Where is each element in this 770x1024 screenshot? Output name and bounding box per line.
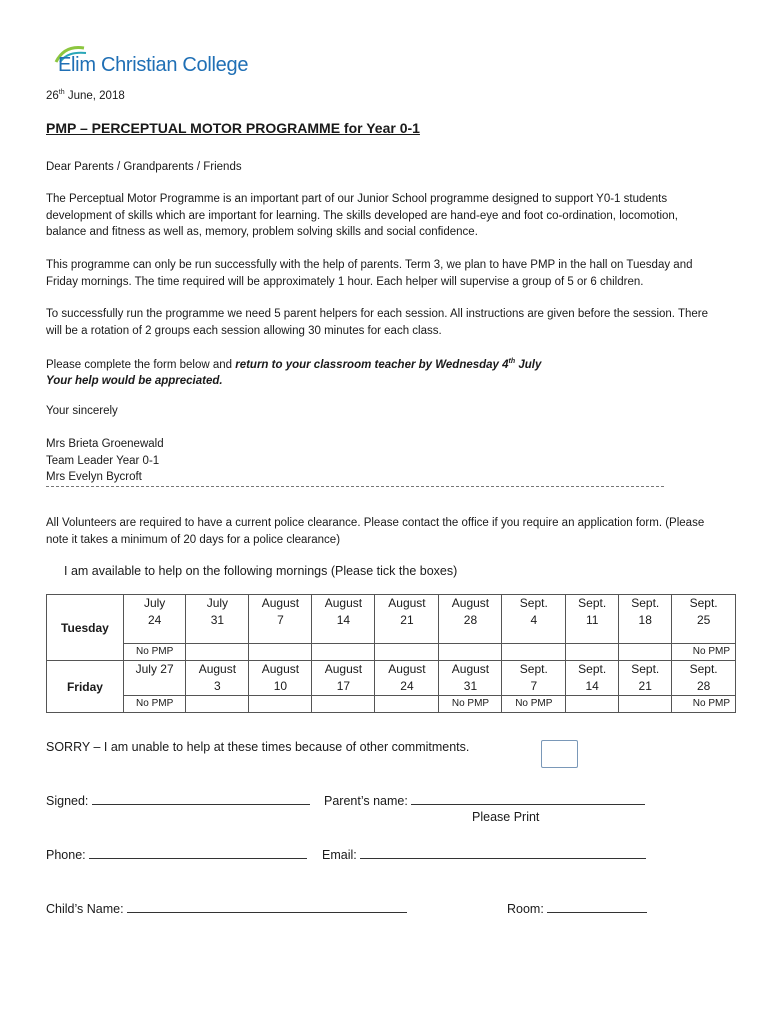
tuesday-dates-row bbox=[47, 595, 736, 644]
date-day: 14 bbox=[336, 613, 351, 627]
date-month: August bbox=[261, 596, 300, 610]
tuesday-note-cell: No PMP bbox=[672, 644, 736, 661]
date-month: July bbox=[143, 596, 166, 610]
friday-note-cell: No PMP bbox=[502, 696, 566, 713]
tuesday-date-cell[interactable] bbox=[619, 595, 672, 644]
friday-date-cell[interactable] bbox=[312, 661, 375, 696]
cut-line-divider bbox=[46, 486, 664, 487]
friday-label: Friday bbox=[47, 661, 124, 713]
friday-date-cell[interactable] bbox=[249, 661, 312, 696]
friday-note-cell: No PMP bbox=[672, 696, 736, 713]
date-month: August bbox=[324, 662, 363, 676]
tuesday-note-cell bbox=[566, 644, 619, 661]
date-month: August bbox=[388, 596, 426, 610]
child-name-label: Child’s Name: bbox=[46, 902, 124, 916]
tuesday-date-cell[interactable] bbox=[439, 595, 502, 644]
letter-date: 26th June, 2018 bbox=[46, 89, 125, 102]
logo-text: Elim Christian College bbox=[58, 54, 249, 76]
intro-paragraph: The Perceptual Motor Programme is an important part of our Junior School programme designed to support Y0-1 students development of skills which are important for learning. The skills developed are hand-eye and foot co-ordination, locomotion, balance and fitness as well as, memory, problem solving skills and social confidence. bbox=[46, 193, 679, 238]
signatory-3: Mrs Evelyn Bycroft bbox=[46, 471, 142, 483]
date-month: Sept. bbox=[519, 662, 548, 676]
signatories bbox=[46, 436, 164, 486]
email-input-line[interactable] bbox=[360, 846, 646, 859]
friday-date-cell[interactable] bbox=[619, 661, 672, 696]
date-month: August bbox=[198, 662, 237, 676]
date-month: Sept. bbox=[519, 596, 548, 610]
signatory-2: Team Leader Year 0-1 bbox=[46, 454, 160, 467]
tuesday-label: Tuesday bbox=[47, 595, 124, 661]
friday-note-cell: No PMP bbox=[439, 696, 502, 713]
date-day: 18 bbox=[638, 613, 652, 627]
date-month: August bbox=[388, 662, 426, 676]
email-field bbox=[322, 846, 646, 862]
phone-label: Phone: bbox=[46, 848, 86, 862]
friday-dates-row bbox=[47, 661, 736, 696]
friday-note-cell: No PMP bbox=[123, 696, 185, 713]
date-day: 7 bbox=[277, 613, 284, 627]
date-day: 17 bbox=[336, 679, 351, 693]
phone-field bbox=[46, 846, 307, 862]
date-day: 28 bbox=[696, 679, 711, 693]
friday-note-cell bbox=[312, 696, 375, 713]
tuesday-date-cell[interactable] bbox=[502, 595, 566, 644]
tuesday-note-cell bbox=[439, 644, 502, 661]
email-label: Email: bbox=[322, 848, 357, 862]
date-day: 7 bbox=[530, 679, 538, 693]
date-month: Sept. bbox=[631, 596, 660, 610]
college-logo bbox=[50, 44, 249, 84]
date-day: 31 bbox=[463, 679, 478, 693]
friday-date-cell[interactable] bbox=[672, 661, 736, 696]
phone-input-line[interactable] bbox=[89, 846, 307, 859]
room-label: Room: bbox=[507, 902, 544, 916]
friday-notes-row bbox=[47, 696, 736, 713]
date-day: 24 bbox=[147, 613, 162, 627]
please-print-note: Please Print bbox=[472, 810, 540, 824]
friday-note-cell bbox=[249, 696, 312, 713]
unavailable-statement: SORRY – I am unable to help at these times because of other commitments. bbox=[46, 740, 470, 754]
parent-name-field bbox=[324, 792, 645, 808]
date-day: 31 bbox=[210, 613, 225, 627]
tuesday-note-cell bbox=[249, 644, 312, 661]
tuesday-date-cell[interactable] bbox=[186, 595, 249, 644]
date-month: July 27 bbox=[135, 662, 174, 676]
date-month: Sept. bbox=[689, 662, 718, 676]
date-day: 28 bbox=[463, 613, 478, 627]
tuesday-note-cell bbox=[502, 644, 566, 661]
availability-table bbox=[46, 594, 736, 713]
child-name-field bbox=[46, 900, 407, 916]
friday-date-cell[interactable] bbox=[439, 661, 502, 696]
friday-note-cell bbox=[186, 696, 249, 713]
date-month: August bbox=[451, 662, 490, 676]
date-day: 10 bbox=[273, 679, 288, 693]
friday-date-cell[interactable] bbox=[186, 661, 249, 696]
room-input-line[interactable] bbox=[547, 900, 647, 913]
parent-name-label: Parent’s name: bbox=[324, 794, 408, 808]
closing: Your sincerely bbox=[46, 405, 118, 417]
availability-heading: I am available to help on the following mornings (Please tick the boxes) bbox=[64, 564, 458, 578]
friday-date-cell[interactable] bbox=[502, 661, 566, 696]
date-day: 21 bbox=[400, 613, 414, 627]
date-month: July bbox=[206, 596, 229, 610]
date-month: August bbox=[451, 596, 490, 610]
date-day: 24 bbox=[400, 679, 414, 693]
friday-date-cell[interactable] bbox=[566, 661, 619, 696]
date-day: 25 bbox=[696, 613, 711, 627]
signed-field bbox=[46, 792, 310, 808]
friday-note-cell bbox=[619, 696, 672, 713]
date-day: 3 bbox=[214, 679, 221, 693]
tuesday-date-cell[interactable] bbox=[249, 595, 312, 644]
tuesday-note-cell bbox=[375, 644, 439, 661]
tuesday-date-cell[interactable] bbox=[375, 595, 439, 644]
return-instructions: Please complete the form below and return to your classroom teacher by Wednesday 4th July Your help would be appreciated. bbox=[46, 358, 542, 388]
page-title: PMP – PERCEPTUAL MOTOR PROGRAMME for Year 0-1 bbox=[46, 120, 420, 136]
tuesday-date-cell[interactable] bbox=[123, 595, 185, 644]
parent-name-input-line[interactable] bbox=[411, 792, 645, 805]
date-month: Sept. bbox=[578, 596, 607, 610]
tuesday-note-cell bbox=[312, 644, 375, 661]
tuesday-date-cell[interactable] bbox=[312, 595, 375, 644]
tuesday-note-cell bbox=[619, 644, 672, 661]
schedule-paragraph: This programme can only be run successfully with the help of parents. Term 3, we plan to have PMP in the hall on Tuesday and Friday mornings. The time required will be approximately 1 hour. Each helper will supervise a group of 5 or 6 children. bbox=[46, 259, 693, 288]
tuesday-note-cell: No PMP bbox=[123, 644, 185, 661]
unavailable-checkbox[interactable] bbox=[541, 740, 578, 768]
date-month: Sept. bbox=[578, 662, 607, 676]
tuesday-note-cell bbox=[186, 644, 249, 661]
date-month: August bbox=[324, 596, 363, 610]
date-day: 4 bbox=[530, 613, 538, 627]
date-day: 14 bbox=[585, 679, 599, 693]
signed-input-line[interactable] bbox=[92, 792, 310, 805]
tuesday-date-cell[interactable] bbox=[566, 595, 619, 644]
date-month: Sept. bbox=[631, 662, 660, 676]
friday-date-cell[interactable] bbox=[123, 661, 185, 696]
child-name-input-line[interactable] bbox=[127, 900, 407, 913]
room-field bbox=[507, 900, 647, 916]
date-day: 21 bbox=[638, 679, 652, 693]
salutation: Dear Parents / Grandparents / Friends bbox=[46, 161, 242, 173]
police-clearance-note: All Volunteers are required to have a current police clearance. Please contact the office if you require an application form. (Please note it takes a minimum of 20 days for a police clearance) bbox=[46, 517, 705, 546]
date-day: 11 bbox=[585, 613, 599, 627]
signed-label: Signed: bbox=[46, 794, 89, 808]
friday-note-cell bbox=[566, 696, 619, 713]
tuesday-notes-row bbox=[47, 644, 736, 661]
tuesday-date-cell[interactable] bbox=[672, 595, 736, 644]
signatory-1: Mrs Brieta Groenewald bbox=[46, 438, 164, 450]
friday-date-cell[interactable] bbox=[375, 661, 439, 696]
date-month: Sept. bbox=[689, 596, 718, 610]
date-month: August bbox=[261, 662, 300, 676]
friday-note-cell bbox=[375, 696, 439, 713]
helpers-paragraph: To successfully run the programme we need 5 parent helpers for each session. All instructions are given before the session. There will be a rotation of 2 groups each session allowing 30 minutes for each class. bbox=[46, 308, 709, 337]
